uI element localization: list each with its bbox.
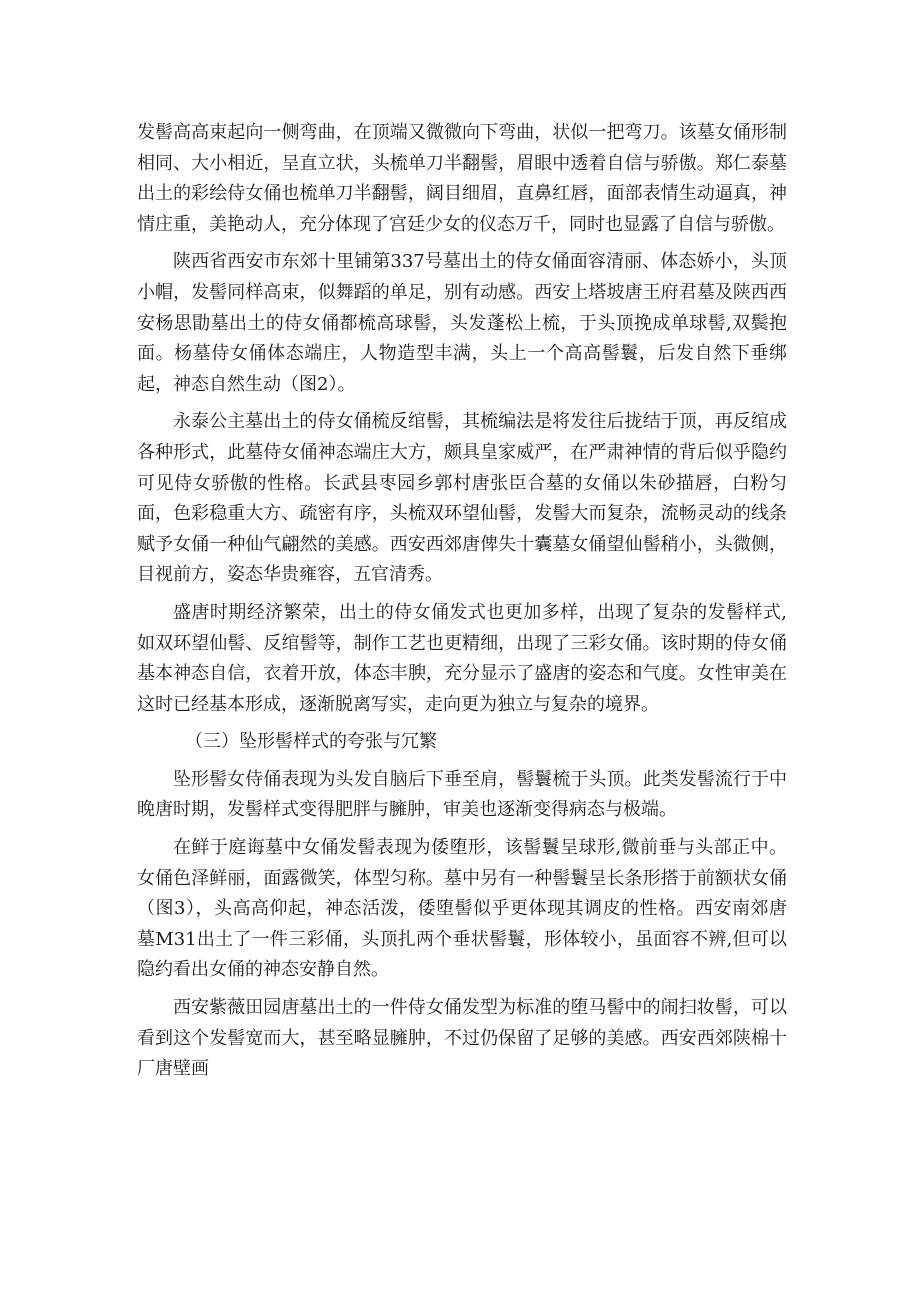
paragraph-1: 发髻高高束起向一侧弯曲，在顶端又微微向下弯曲，状似一把弯刀。该墓女俑形制相同、大小相近，呈直立状，头梳单刀半翻髻，眉眼中透着自信与骄傲。郑仁泰墓出土的彩绘侍女俑也梳单刀半翻髻，阔目细眉，直鼻红唇，面部表情生动逼真，神情庄重，美艳动人，充分体现了宫廷少女的仪态万千，同时也显露了自信与骄傲。: [137, 122, 787, 235]
paragraph-4: 盛唐时期经济繁荣，出土的侍女俑发式也更加多样，出现了复杂的发髻样式,如双环望仙髻、反绾髻等，制作工艺也更精细，出现了三彩女俑。该时期的侍女俑基本神态自信，衣着开放，体态丰腴，充分显示了盛唐的姿态和气度。女性审美在这时已经基本形成，逐渐脱离写实，走向更为独立与复杂的境界。: [137, 601, 787, 715]
paragraph-5: 坠形髻女侍俑表现为头发自脑后下垂至肩，髻鬟梳于头顶。此类发髻流行于中晚唐时期，发髻样式变得肥胖与臃肿，审美也逐渐变得病态与极端。: [137, 768, 787, 821]
paragraph-6: 在鲜于庭诲墓中女俑发髻表现为倭堕形，该髻鬟呈球形,微前垂与头部正中。女俑色泽鲜丽，面露微笑，体型匀称。墓中另有一种髻鬟呈长条形搭于前额状女俑（图3），头高高仰起，神态活泼，倭堕髻似乎更体现其调皮的性格。西安南郊唐墓M31出土了一件三彩俑，头顶扎两个垂状髻鬟，形体较小，虽面容不辨,但可以隐约看出女俑的神态安静自然。: [137, 837, 787, 981]
paragraph-3: 永泰公主墓出土的侍女俑梳反绾髻，其梳编法是将发往后拢结于顶，再反绾成各种形式，此墓侍女俑神态端庄大方，颇具皇家威严，在严肃神情的背后似乎隐约可见侍女骄傲的性格。长武县枣园乡郭村唐张臣合墓的女俑以朱砂描唇，白粉匀面，色彩稳重大方、疏密有序，头梳双环望仙髻，发髻大而复杂，流畅灵动的线条赋予女俑一种仙气翩然的美感。西安西郊唐俾失十囊墓女俑望仙髻稍小，头微侧，目视前方，姿态华贵雍容，五官清秀。: [137, 411, 787, 586]
paragraph-7: 西安紫薇田园唐墓出土的一件侍女俑发型为标准的堕马髻中的闹扫妆髻，可以看到这个发髻宽而大，甚至略显臃肿，不过仍保留了足够的美感。西安西郊陕棉十厂唐壁画: [137, 997, 787, 1080]
paragraph-2: 陕西省西安市东郊十里铺第337号墓出土的侍女俑面容清丽、体态娇小，头顶小帽，发髻同样高束，似舞蹈的单足，别有动感。西安上塔坡唐王府君墓及陕西西安杨思勖墓出土的侍女俑都梳高球髻，头发蓬松上梳，于头顶挽成单球髻,双鬓抱面。杨墓侍女俑体态端庄，人物造型丰满，头上一个高高髻鬟，后发自然下垂绑起，神态自然生动（图2）。: [137, 251, 787, 395]
section-heading: （三）坠形髻样式的夸张与冗繁: [185, 731, 437, 753]
document-body: [137, 118, 787, 1092]
